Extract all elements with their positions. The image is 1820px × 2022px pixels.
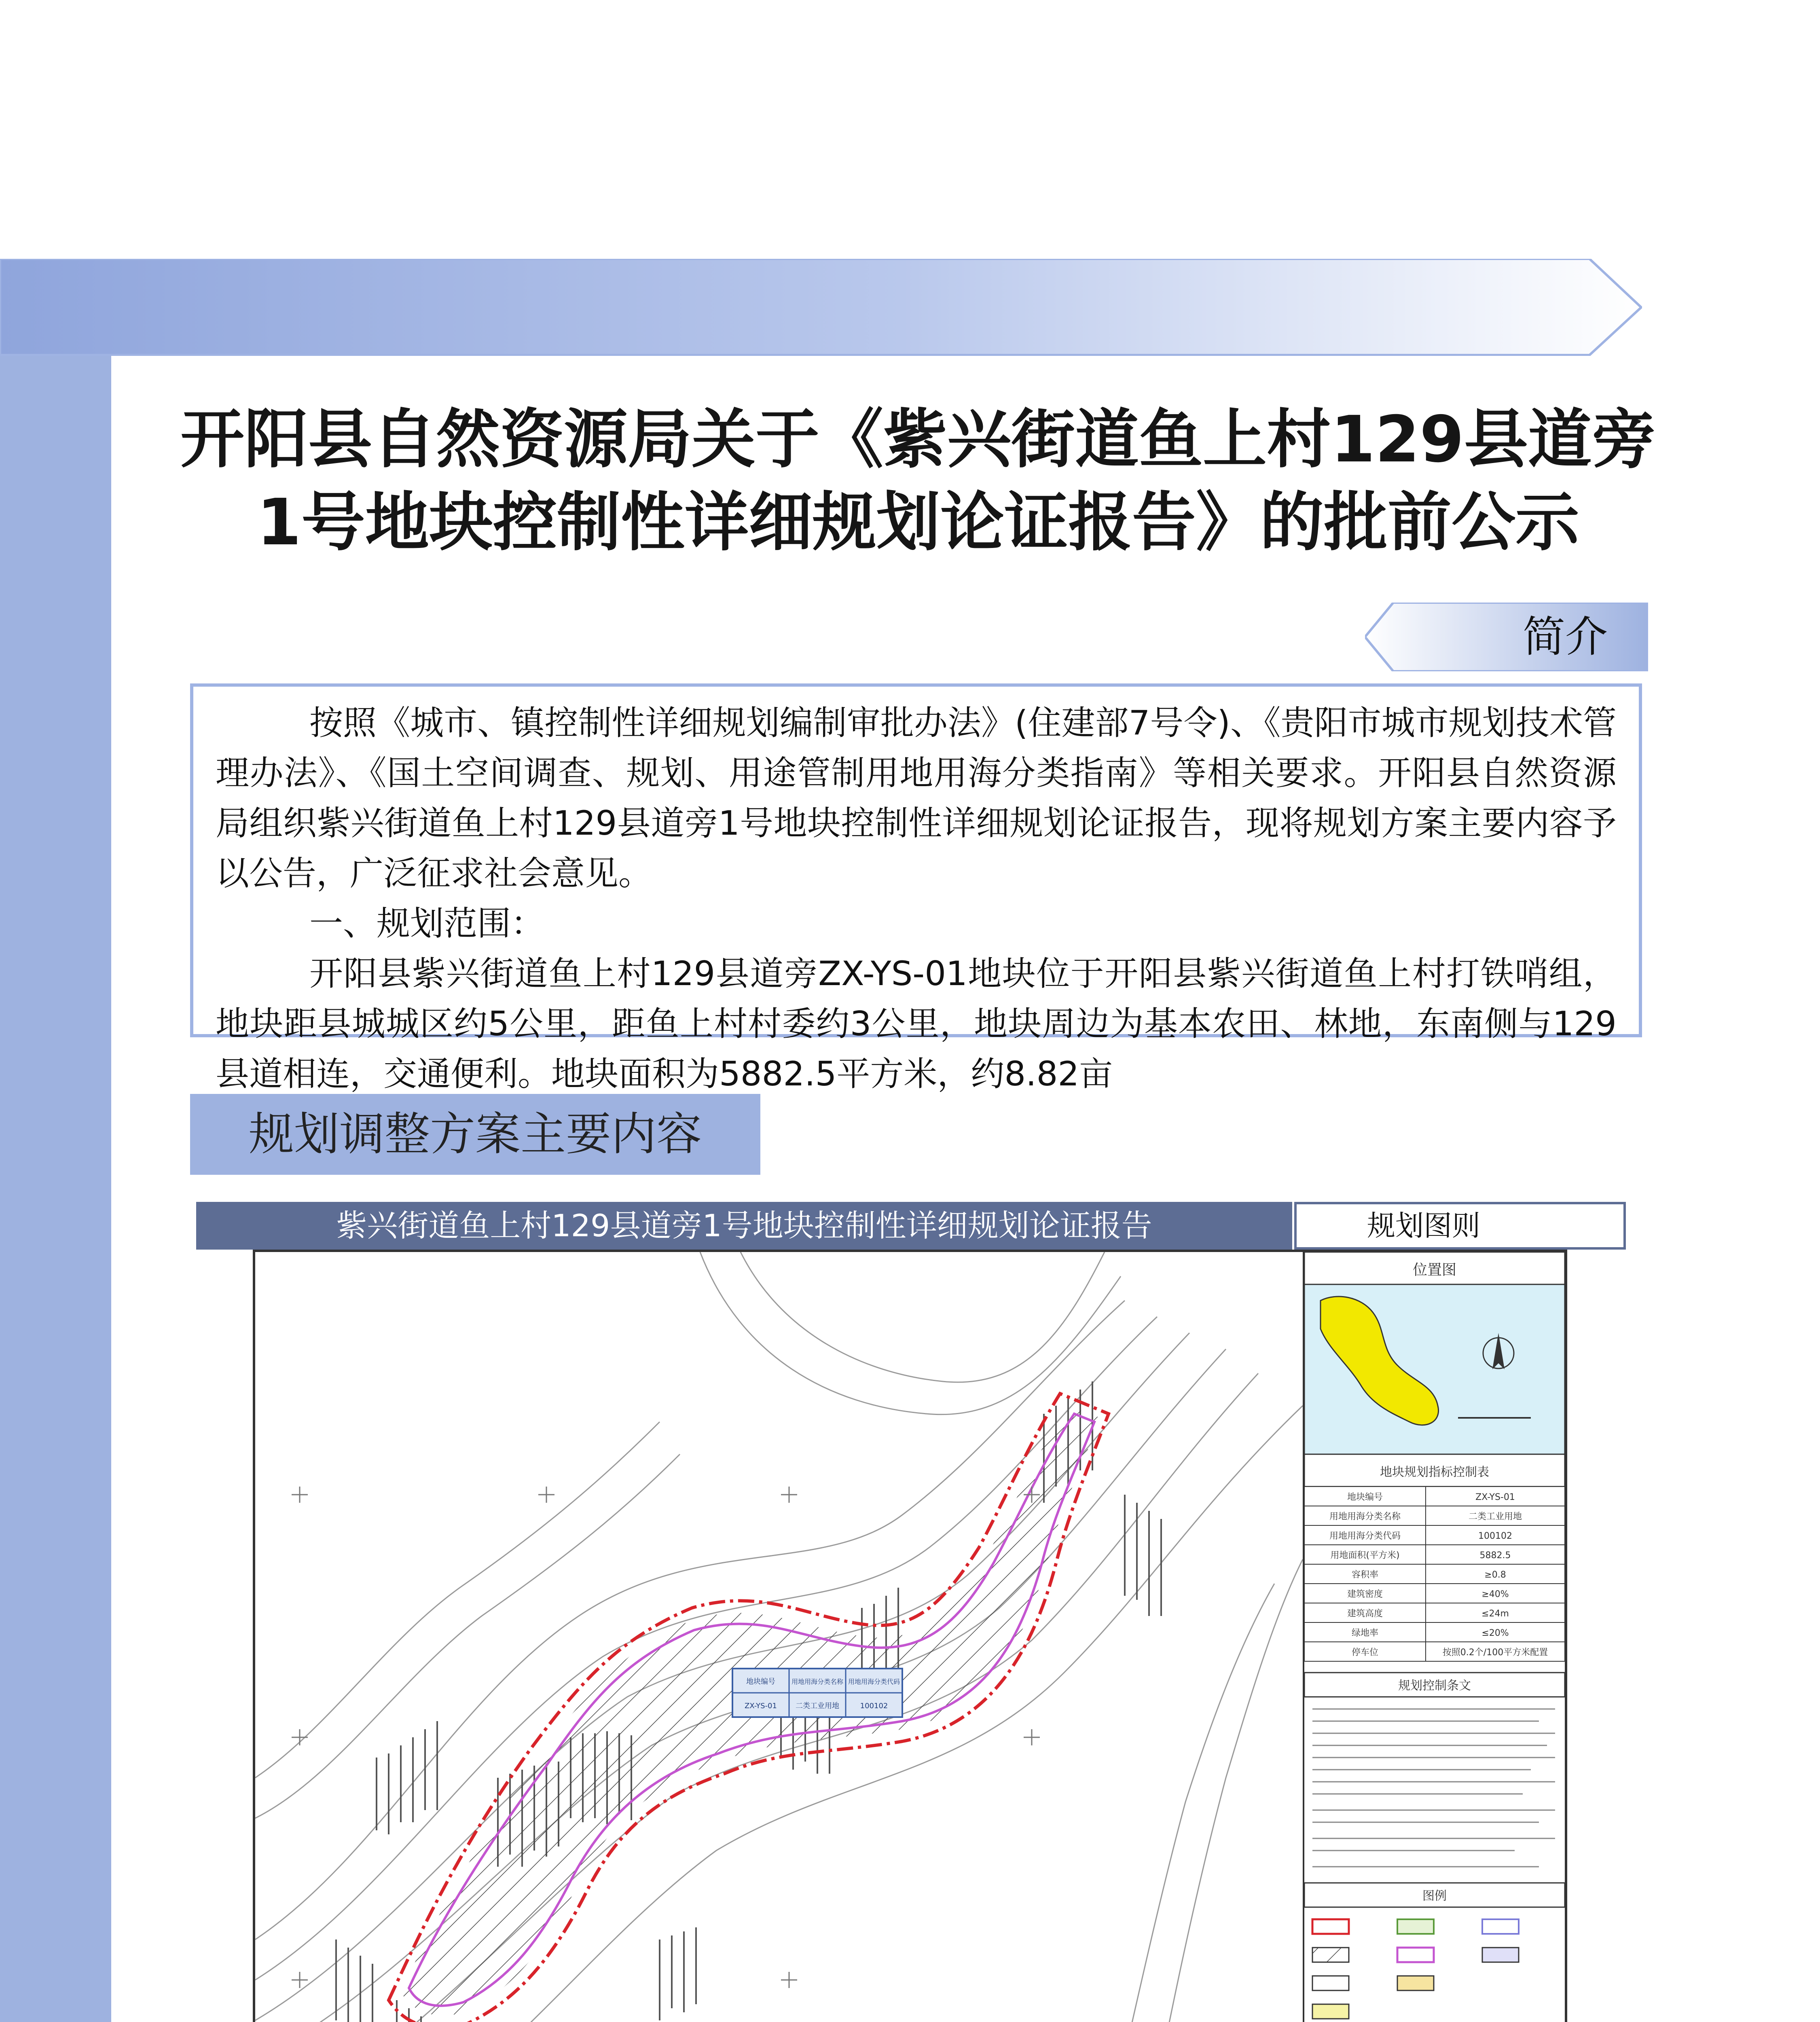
inset-head-2: 用地用海分类名称 bbox=[791, 1678, 844, 1686]
inset-table bbox=[732, 1669, 902, 1717]
legend-drawing bbox=[1304, 1252, 1565, 2022]
control-table-row bbox=[1304, 1487, 1565, 1506]
control-table-key: 地块编号 bbox=[1347, 1492, 1383, 1502]
control-table-value: ≥40% bbox=[1481, 1589, 1509, 1599]
control-table-value: 按照0.2个/100平方米配置 bbox=[1442, 1648, 1548, 1658]
control-table-key: 绿地率 bbox=[1351, 1628, 1379, 1638]
legend-swatch-yellow bbox=[1397, 1976, 1434, 1990]
intro-tab-label: 简介 bbox=[1522, 612, 1608, 662]
legend-swatch-gray bbox=[1482, 1948, 1519, 1962]
top-banner-arrow bbox=[0, 259, 1642, 356]
legend-swatch-plain bbox=[1312, 1976, 1349, 1990]
control-table-key: 用地用海分类代码 bbox=[1329, 1531, 1401, 1541]
control-table bbox=[1304, 1487, 1565, 1661]
control-table-value: ≥0.8 bbox=[1484, 1570, 1506, 1580]
control-table-value: 5882.5 bbox=[1479, 1550, 1511, 1561]
control-table-value: ZX-YS-01 bbox=[1475, 1492, 1515, 1502]
control-table-value: 二类工业用地 bbox=[1468, 1512, 1522, 1522]
scope-paragraph: 开阳县紫兴街道鱼上村129县道旁ZX-YS-01地块位于开阳县紫兴街道鱼上村打铁哨组，地块距县城城区约5公里，距鱼上村村委约3公里，地块周边为基本农田、林地，东南侧与129县道相连，交通便利。地块面积为5882.5平方米，约8.82亩 bbox=[216, 954, 1617, 1093]
legend-swatch-blue bbox=[1482, 1919, 1519, 1934]
legend-swatch-green bbox=[1397, 1919, 1434, 1934]
control-table-key: 用地面积(平方米) bbox=[1330, 1550, 1400, 1561]
control-table-title: 地块规划指标控制表 bbox=[1380, 1465, 1489, 1479]
inset-cell-3: 100102 bbox=[860, 1702, 888, 1710]
inset-cell-1: ZX-YS-01 bbox=[745, 1702, 777, 1710]
map-header-right-label: 规划图则 bbox=[1367, 1209, 1480, 1242]
control-table-value: ≤20% bbox=[1481, 1628, 1509, 1638]
inset-cell-2: 二类工业用地 bbox=[796, 1702, 839, 1710]
control-table-row bbox=[1304, 1603, 1565, 1622]
intro-box bbox=[190, 683, 1642, 1093]
scope-heading: 一、规划范围： bbox=[309, 904, 544, 943]
control-table-key: 建筑高度 bbox=[1347, 1609, 1383, 1619]
control-clauses-lines bbox=[1312, 1709, 1555, 1867]
control-table-key: 容积率 bbox=[1351, 1570, 1379, 1580]
legend-swatch-boundary bbox=[1312, 1919, 1349, 1934]
page-title: 开阳县自然资源局关于《紫兴街道鱼上村129县道旁1号地块控制性详细规划论证报告》的批前公示 bbox=[180, 402, 1656, 560]
control-table-key: 停车位 bbox=[1351, 1648, 1379, 1658]
control-table-row bbox=[1304, 1564, 1565, 1584]
decorative-left-bar bbox=[0, 259, 111, 2022]
control-clauses-title: 规划控制条文 bbox=[1398, 1679, 1471, 1693]
control-table-value: 100102 bbox=[1478, 1531, 1512, 1541]
inset-head-1: 地块编号 bbox=[746, 1677, 775, 1686]
planning-map-drawing bbox=[255, 1252, 1303, 2022]
control-table-row bbox=[1304, 1622, 1565, 1642]
intro-paragraph: 按照《城市、镇控制性详细规划编制审批办法》(住建部7号令)、《贵阳市城市规划技术管理办法》、《国土空间调查、规划、用途管制用地用海分类指南》等相关要求。开阳县自然资源局组织紫兴街道鱼上村129县道旁1号地块控制性详细规划论证报告，现将规划方案主要内容予以公告，广泛征求社会意见。 bbox=[216, 703, 1617, 893]
control-table-key: 用地用海分类名称 bbox=[1329, 1512, 1401, 1522]
control-table-key: 建筑密度 bbox=[1347, 1589, 1383, 1599]
plan-section-tab: 规划调整方案主要内容 bbox=[190, 1094, 760, 1175]
legend-panel bbox=[1303, 1252, 1565, 2022]
inset-head-3: 用地用海分类代码 bbox=[848, 1678, 900, 1686]
control-table-value: ≤24m bbox=[1481, 1609, 1509, 1619]
legend-swatch-hatch bbox=[1312, 1948, 1349, 1962]
legend-title: 图例 bbox=[1422, 1889, 1447, 1903]
legend-swatch-light bbox=[1312, 2004, 1349, 2019]
map-header: 紫兴街道鱼上村129县道旁1号地块控制性详细规划论证报告 bbox=[196, 1202, 1292, 1250]
location-map-title: 位置图 bbox=[1412, 1262, 1457, 1278]
control-table-row bbox=[1304, 1584, 1565, 1603]
legend-swatch-purple bbox=[1397, 1948, 1434, 1962]
